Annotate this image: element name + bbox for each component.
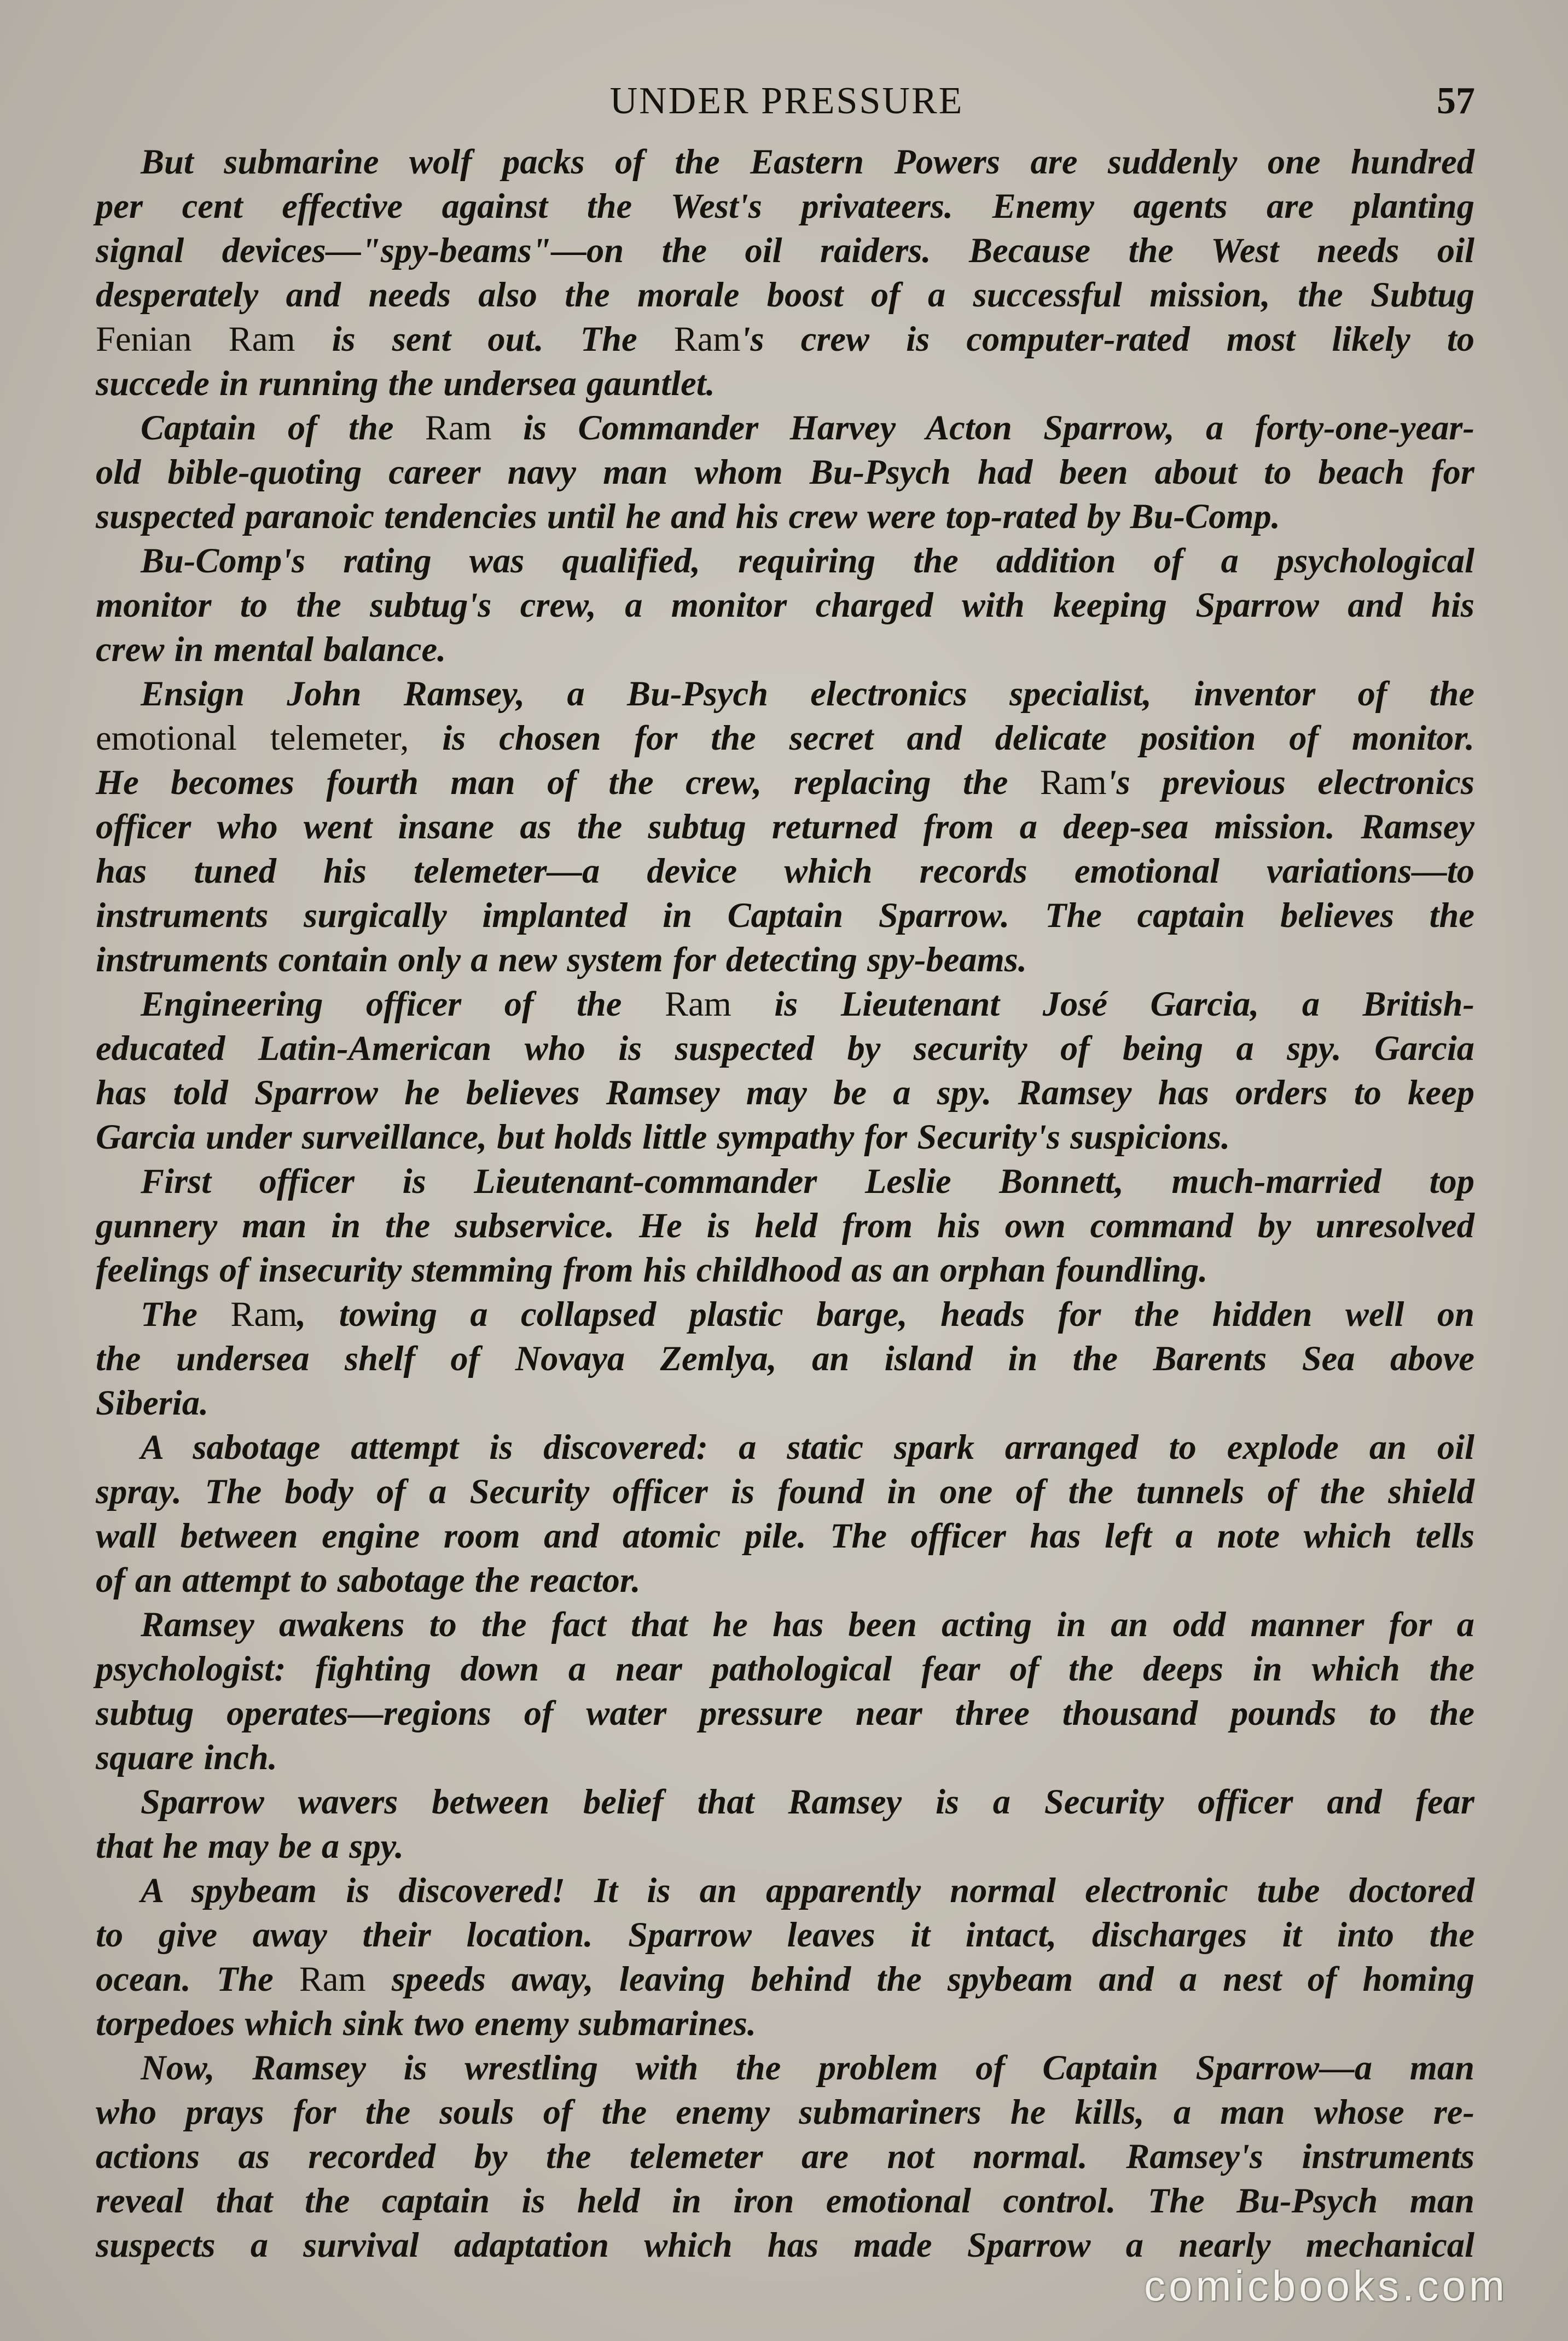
text-line: desperately and needs also the morale boost of a successful mission, the Subtug <box>96 275 1474 314</box>
text-line: suspects a survival adaptation which has made Sparrow a nearly mechanical <box>96 2226 1474 2264</box>
text-line: spray. The body of a Security officer is found in one of the tunnels of the shield <box>96 1472 1474 1511</box>
text-line: Garcia under surveillance, but holds little sympathy for Security's suspicions. <box>96 1117 1230 1156</box>
text-line: Siberia. <box>96 1383 209 1422</box>
text-run: Ram <box>230 1295 298 1334</box>
text-line: Ensign John Ramsey, a Bu-Psych electronics specialist, inventor of the <box>141 674 1474 713</box>
text-run: is Commander Harvey Acton Sparrow, a forty-one-year- <box>491 408 1475 447</box>
text-line: gunnery man in the subservice. He is held from his own command by unresolved <box>96 1206 1474 1245</box>
text-line: Sparrow wavers between belief that Ramsey is a Security officer and fear <box>141 1782 1474 1821</box>
text-line: A spybeam is discovered! It is an apparently normal electronic tube doctored <box>141 1871 1474 1910</box>
text-run: is chosen for the secret and delicate position of monitor. <box>409 718 1474 757</box>
text-line <box>96 405 1474 450</box>
text-line: psychologist: fighting down a near pathological fear of the deeps in which the <box>96 1649 1474 1688</box>
running-header <box>98 71 1475 131</box>
text-line: torpedoes which sink two enemy submarines. <box>96 2004 756 2043</box>
text-line <box>96 1957 1474 2001</box>
text-line <box>96 760 1474 804</box>
text-line: Bu-Comp's rating was qualified, requiring the addition of a psychological <box>141 541 1474 580</box>
text-line: instruments contain only a new system for detecting spy-beams. <box>96 940 1027 979</box>
text-line: to give away their location. Sparrow leaves it intact, discharges it into the <box>96 1915 1474 1954</box>
text-body <box>96 140 1474 2267</box>
text-line: instruments surgically implanted in Captain Sparrow. The captain believes the <box>96 896 1474 935</box>
text-run: Engineering officer of the <box>141 984 665 1023</box>
text-line: the undersea shelf of Novaya Zemlya, an island in the Barents Sea above <box>96 1339 1474 1378</box>
text-line: First officer is Lieutenant-commander Leslie Bonnett, much-married top <box>141 1162 1474 1201</box>
text-run: The <box>141 1295 231 1334</box>
text-line: square inch. <box>96 1738 277 1777</box>
text-run: Ram <box>664 984 731 1023</box>
text-run: 's previous electronics <box>1106 763 1474 802</box>
text-line <box>96 1292 1474 1336</box>
text-line: reveal that the captain is held in iron emotional control. The Bu-Psych man <box>96 2181 1474 2220</box>
page-number: 57 <box>1437 80 1475 122</box>
text-run: is sent out. The <box>295 320 674 358</box>
running-title: UNDER PRESSURE <box>609 80 964 122</box>
text-run: emotional telemeter, <box>96 718 409 757</box>
text-line: Ramsey awakens to the fact that he has been acting in an odd manner for a <box>141 1605 1474 1644</box>
text-run: is Lieutenant José Garcia, a British- <box>731 984 1474 1023</box>
text-line: wall between engine room and atomic pile. The officer has left a note which tells <box>96 1516 1474 1555</box>
text-line: succede in running the undersea gauntlet. <box>96 364 715 403</box>
text-line: crew in mental balance. <box>96 630 446 669</box>
text-line: who prays for the souls of the enemy submariners he kills, a man whose re- <box>96 2093 1474 2131</box>
synopsis-text <box>96 140 1474 2267</box>
text-line: actions as recorded by the telemeter are not normal. Ramsey's instruments <box>96 2137 1474 2176</box>
text-line: subtug operates—regions of water pressure near three thousand pounds to the <box>96 1694 1474 1732</box>
text-line: educated Latin-American who is suspected by security of being a spy. Garcia <box>96 1029 1474 1068</box>
text-line: signal devices—"spy-beams"—on the oil raiders. Because the West needs oil <box>96 231 1474 270</box>
text-line <box>96 317 1474 361</box>
text-line: suspected paranoic tendencies until he and his crew were top-rated by Bu-Comp. <box>96 497 1280 536</box>
text-run: Fenian Ram <box>96 320 295 358</box>
text-run: Ram <box>1039 763 1107 802</box>
text-run: 's crew is computer-rated most likely to <box>740 320 1475 358</box>
text-run: Ram <box>673 320 741 358</box>
text-line: has tuned his telemeter—a device which records emotional variations—to <box>96 851 1474 890</box>
text-line: of an attempt to sabotage the reactor. <box>96 1561 641 1600</box>
text-run: ocean. The <box>96 1960 299 1998</box>
text-line: per cent effective against the West's privateers. Enemy agents are planting <box>96 187 1474 225</box>
text-line: monitor to the subtug's crew, a monitor charged with keeping Sparrow and his <box>96 586 1474 624</box>
text-run: Ram <box>299 1960 366 1998</box>
text-line <box>96 982 1474 1026</box>
text-line: has told Sparrow he believes Ramsey may be a spy. Ramsey has orders to keep <box>96 1073 1474 1112</box>
text-line: A sabotage attempt is discovered: a static spark arranged to explode an oil <box>141 1428 1474 1467</box>
watermark: comicbooks.com <box>1144 2262 1508 2310</box>
text-line: feelings of insecurity stemming from his childhood as an orphan foundling. <box>96 1250 1208 1289</box>
text-line: that he may be a spy. <box>96 1827 404 1865</box>
text-run: , towing a collapsed plastic barge, heads for the hidden well on <box>297 1295 1474 1334</box>
text-run: Ram <box>425 408 492 447</box>
text-line: old bible-quoting career navy man whom Bu-Psych had been about to beach for <box>96 453 1474 491</box>
text-line: Now, Ramsey is wrestling with the problem of Captain Sparrow—a man <box>141 2048 1474 2087</box>
text-run: Captain of the <box>141 408 425 447</box>
text-run: He becomes fourth man of the crew, replacing the <box>96 763 1040 802</box>
text-line: But submarine wolf packs of the Eastern Powers are suddenly one hundred <box>141 142 1474 181</box>
text-line <box>96 716 1474 760</box>
text-run: speeds away, leaving behind the spybeam and a nest of homing <box>365 1960 1474 1998</box>
text-line: officer who went insane as the subtug returned from a deep-sea mission. Ramsey <box>96 807 1474 846</box>
